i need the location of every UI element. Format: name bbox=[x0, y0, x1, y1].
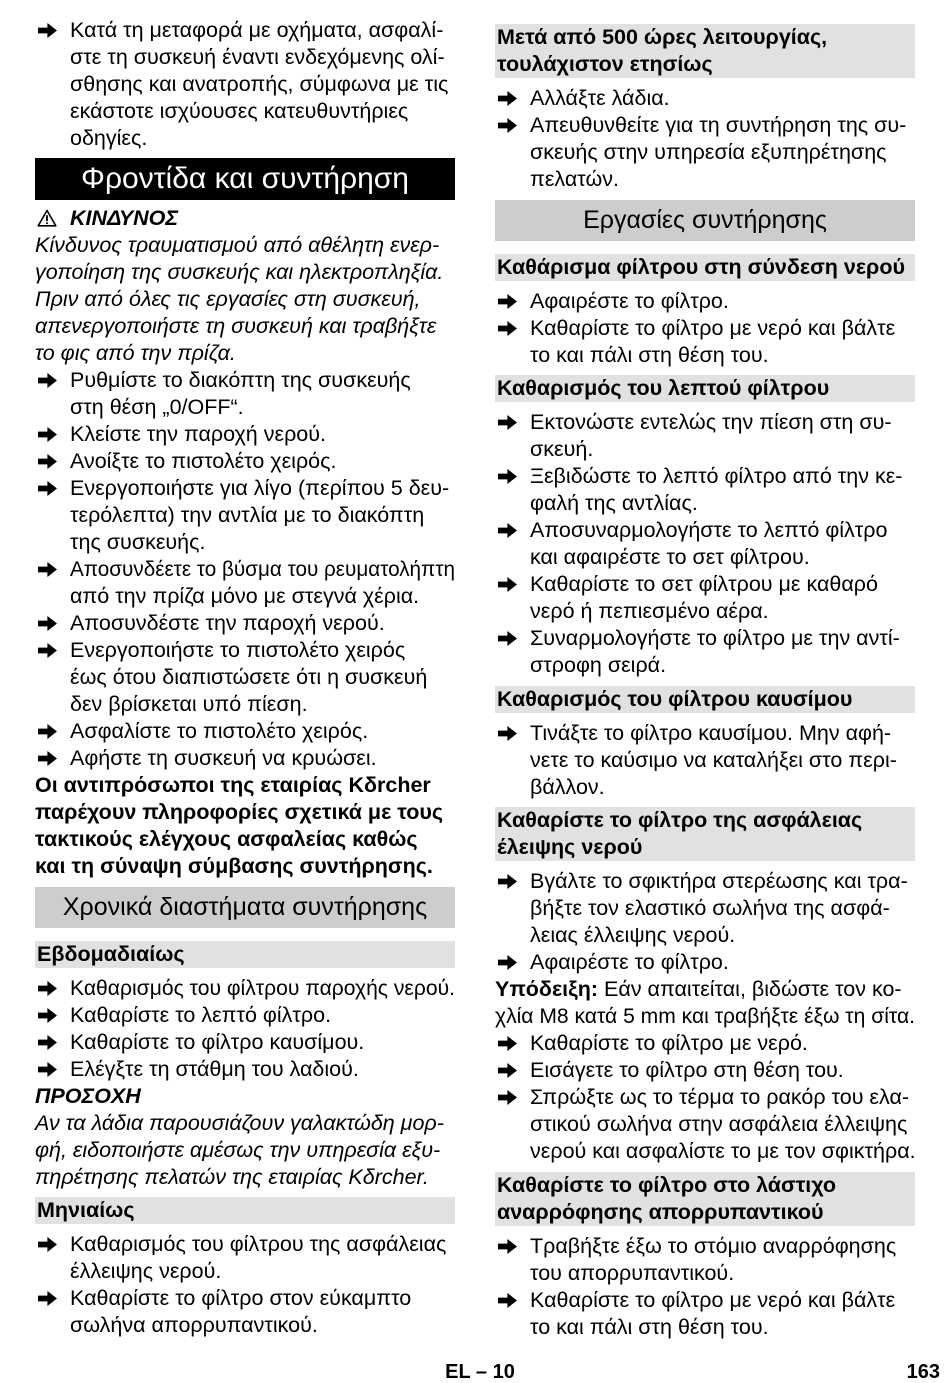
line-text: φαλή της αντλίας. bbox=[530, 491, 698, 515]
bullet-item bbox=[495, 288, 915, 315]
line-text: έως ότου διαπιστώσετε ότι η συσκευή bbox=[70, 665, 428, 689]
line-text: Καθαρισμός του φίλτρου της ασφάλειας bbox=[70, 1232, 447, 1256]
text-line bbox=[70, 975, 455, 1002]
bullet-item bbox=[495, 625, 915, 679]
text-line bbox=[497, 807, 915, 834]
text-line bbox=[530, 720, 915, 747]
label-text: ΚΙΝΔΥΝΟΣ bbox=[70, 206, 179, 230]
arrow-right-icon bbox=[498, 1036, 517, 1051]
arrow-right-icon bbox=[498, 118, 517, 133]
text-line bbox=[497, 375, 915, 402]
line-text: Αφαιρέστε το φίλτρο. bbox=[530, 950, 729, 974]
bullet-item bbox=[35, 745, 455, 772]
arrow-right-icon bbox=[498, 91, 517, 106]
bullet-item bbox=[495, 85, 915, 112]
text-line bbox=[35, 340, 455, 367]
line-text: έλλειψης νερού. bbox=[70, 1259, 222, 1283]
line-text: Καθαρίστε το φίλτρο στον εύκαμπτο bbox=[70, 1286, 412, 1310]
line-text: το και πάλι στη θέση του. bbox=[530, 342, 769, 367]
line-text: τακτικούς ελέγχους ασφαλείας καθώς bbox=[35, 827, 418, 851]
warning-icon bbox=[37, 209, 57, 227]
text-line bbox=[70, 1002, 455, 1029]
bullet-item bbox=[35, 1056, 455, 1083]
warning-text bbox=[35, 1110, 455, 1191]
line-text: Αποσυναρμολογήστε το λεπτό φίλτρο bbox=[530, 518, 888, 542]
danger-label bbox=[35, 205, 455, 232]
arrow-right-icon bbox=[498, 294, 517, 309]
text-line bbox=[35, 232, 455, 259]
text-line bbox=[495, 976, 915, 1003]
arrow-right-icon bbox=[498, 415, 517, 430]
note-text: Εάν απαιτείται, βιδώστε τον κο- bbox=[604, 977, 902, 1001]
bullet-item bbox=[495, 868, 915, 949]
line-text: του απορρυπαντικού. bbox=[530, 1260, 735, 1285]
line-text: Ενεργοποιήστε το πιστολέτο χειρός bbox=[70, 638, 406, 662]
bullet-item bbox=[495, 1084, 915, 1165]
text-line bbox=[70, 1231, 455, 1258]
text-line bbox=[35, 1137, 455, 1164]
line-text: Κατά τη μεταφορά με οχήματα, ασφαλί- bbox=[70, 18, 444, 42]
caution-label bbox=[35, 1083, 455, 1110]
arrow-right-icon bbox=[498, 874, 517, 889]
text-line bbox=[530, 436, 915, 463]
line-text: στικού σωλήνα στην ασφάλεια έλλειψης bbox=[530, 1112, 908, 1136]
text-line bbox=[530, 85, 915, 112]
text-line bbox=[530, 490, 915, 517]
text-line bbox=[70, 691, 455, 718]
text-line bbox=[70, 394, 455, 421]
bullet-item bbox=[495, 1030, 915, 1057]
line-text: Εκτονώστε εντελώς την πίεση στη συ- bbox=[530, 410, 892, 434]
text-line bbox=[530, 1084, 915, 1111]
bullet-item bbox=[35, 718, 455, 745]
bullet-item bbox=[35, 637, 455, 718]
line-text: το φις από την πρίζα. bbox=[35, 341, 236, 365]
line-text: Καθαρισμός του λεπτού φίλτρου bbox=[497, 376, 830, 400]
subsection-heading bbox=[495, 254, 915, 281]
bullet-item bbox=[495, 1057, 915, 1084]
text-line bbox=[70, 745, 455, 772]
line-text: έλειψης νερού bbox=[497, 835, 643, 859]
chapter-heading: Φροντίδα και συντήρηση bbox=[35, 158, 455, 200]
text-line bbox=[35, 1164, 455, 1191]
text-line bbox=[530, 598, 915, 625]
line-text: Μετά από 500 ώρες λειτουργίας, bbox=[497, 25, 828, 49]
arrow-right-icon bbox=[498, 955, 517, 970]
arrow-right-icon bbox=[498, 1239, 517, 1254]
arrow-right-icon bbox=[38, 23, 57, 38]
line-text: Οι αντιπρόσωποι της εταιρίας Kδrcher bbox=[35, 773, 431, 797]
text-line bbox=[70, 718, 455, 745]
line-text: Καθαρίστε το φίλτρο της ασφάλειας bbox=[497, 808, 863, 832]
line-text: Ξεβιδώστε το λεπτό φίλτρο από την κε- bbox=[530, 464, 903, 488]
line-text: Καθαρισμός του φίλτρου παροχής νερού. bbox=[70, 975, 455, 1000]
text-line bbox=[495, 1003, 915, 1030]
text-line bbox=[530, 1111, 915, 1138]
line-text: βήξτε τον ελαστικό σωλήνα της ασφά- bbox=[530, 896, 890, 920]
line-text: γοποίηση της συσκευής και ηλεκτροπληξία. bbox=[35, 260, 444, 284]
subsection-heading bbox=[495, 686, 915, 713]
line-text: δεν βρίσκεται υπό πίεση. bbox=[70, 692, 308, 716]
text-line bbox=[497, 254, 915, 281]
text-line bbox=[530, 517, 915, 544]
text-line bbox=[35, 259, 455, 286]
text-line bbox=[35, 313, 455, 340]
text-line bbox=[530, 409, 915, 436]
line-text: Ασφαλίστε το πιστολέτο χειρός. bbox=[70, 719, 369, 743]
line-text: πελατών. bbox=[530, 167, 619, 191]
line-text: Ανοίξτε το πιστολέτο χειρός. bbox=[70, 449, 337, 473]
bullet-item bbox=[495, 315, 915, 369]
line-text: Καθαρίστε το φίλτρο με νερό. bbox=[530, 1031, 808, 1055]
label-text: ΠΡΟΣΟΧΗ bbox=[35, 1083, 141, 1108]
bullet-item bbox=[495, 1233, 915, 1287]
text-line bbox=[530, 139, 915, 166]
line-text: εκάστοτε ισχύουσες κατευθυντήριες bbox=[70, 99, 409, 123]
text-line bbox=[530, 1057, 915, 1084]
arrow-right-icon bbox=[38, 373, 57, 388]
arrow-right-icon bbox=[38, 1008, 57, 1023]
line-text: Καθάρισμα φίλτρου στη σύνδεση νερού bbox=[497, 254, 905, 279]
bold-paragraph bbox=[35, 772, 455, 880]
text-line bbox=[530, 1138, 915, 1165]
text-line bbox=[70, 44, 455, 71]
bullet-item bbox=[495, 720, 915, 801]
bullet-item bbox=[35, 1029, 455, 1056]
line-text: Καθαρίστε το λεπτό φίλτρο. bbox=[70, 1002, 332, 1027]
bullet-item bbox=[35, 975, 455, 1002]
line-text: Ενεργοποιήστε για λίγο (περίπου 5 δευ- bbox=[70, 476, 450, 500]
line-text: από την πρίζα μόνο με στεγνά χέρια. bbox=[70, 584, 420, 608]
arrow-right-icon bbox=[38, 981, 57, 996]
line-text: οδηγίες. bbox=[70, 126, 148, 150]
arrow-right-icon bbox=[38, 1062, 57, 1077]
text-line bbox=[37, 1197, 455, 1224]
note-label: Υπόδειξη: bbox=[495, 977, 599, 1001]
bullet-item bbox=[495, 463, 915, 517]
text-line bbox=[70, 637, 455, 664]
text-line bbox=[497, 51, 915, 78]
line-text: λειας έλλειψης νερού. bbox=[530, 923, 736, 947]
arrow-right-icon bbox=[498, 523, 517, 538]
text-line bbox=[35, 853, 455, 880]
line-text: στη θέση „0/OFF“. bbox=[70, 395, 244, 419]
bullet-item bbox=[35, 1231, 455, 1285]
text-line bbox=[35, 826, 455, 853]
text-line bbox=[70, 367, 455, 394]
line-text: φή, ειδοποιήστε αμέσως την υπηρεσία εξυ- bbox=[35, 1137, 441, 1162]
text-line bbox=[530, 1287, 915, 1314]
text-line bbox=[70, 502, 455, 529]
arrow-right-icon bbox=[498, 577, 517, 592]
text-line bbox=[70, 556, 455, 583]
text-line bbox=[70, 475, 455, 502]
arrow-right-icon bbox=[498, 1293, 517, 1308]
line-text: χλία M8 κατά 5 mm και τραβήξτε έξω τη σίτα. bbox=[495, 1004, 916, 1028]
text-line bbox=[530, 342, 915, 369]
text-line bbox=[530, 166, 915, 193]
line-text: τουλάχιστον ετησίως bbox=[497, 52, 713, 76]
text-line bbox=[35, 772, 455, 799]
text-line bbox=[530, 1030, 915, 1057]
line-text: Ρυθμίστε το διακόπτη της συσκευής bbox=[70, 368, 411, 392]
line-text: Τινάξτε το φίλτρο καυσίμου. Μην αφή- bbox=[530, 720, 892, 745]
line-text: Πριν από όλες τις εργασίες στη συσκευή, bbox=[35, 287, 421, 311]
line-text: Καθαρίστε το φίλτρο με νερό και βάλτε bbox=[530, 315, 896, 340]
subsection-heading bbox=[35, 941, 455, 968]
text-line bbox=[530, 895, 915, 922]
line-text: σκευής στην υπηρεσία εξυπηρέτησης bbox=[530, 140, 887, 164]
line-text: Εισάγετε το φίλτρο στη θέση του. bbox=[530, 1058, 844, 1082]
bullet-item bbox=[35, 421, 455, 448]
bullet-item bbox=[495, 112, 915, 193]
text-line bbox=[497, 686, 915, 713]
text-line bbox=[70, 529, 455, 556]
text-line bbox=[530, 747, 915, 774]
text-line bbox=[530, 652, 915, 679]
text-line bbox=[530, 1314, 915, 1341]
text-line bbox=[70, 98, 455, 125]
text-line bbox=[497, 834, 915, 861]
arrow-right-icon bbox=[38, 751, 57, 766]
text-line bbox=[70, 664, 455, 691]
line-text: Κλείστε την παροχή νερού. bbox=[70, 422, 326, 446]
line-text: Μηνιαίως bbox=[37, 1198, 135, 1222]
text-line bbox=[35, 286, 455, 313]
line-text: σκευή. bbox=[530, 437, 594, 461]
line-text: της συσκευής. bbox=[70, 530, 206, 554]
bullet-item bbox=[495, 571, 915, 625]
arrow-right-icon bbox=[38, 643, 57, 658]
line-text: σθησης και ανατροπής, σύμφωνα με τις bbox=[70, 72, 449, 96]
line-text: Αφαιρέστε το φίλτρο. bbox=[530, 288, 729, 313]
line-text: Τραβήξτε έξω το στόμιο αναρρόφησης bbox=[530, 1233, 897, 1258]
line-text: Απευθυνθείτε για τη συντήρηση της συ- bbox=[530, 113, 907, 137]
line-text: αναρρόφησης απορρυπαντικού bbox=[497, 1199, 824, 1224]
line-text: Αφήστε τη συσκευή να κρυώσει. bbox=[70, 746, 377, 770]
line-text: νερού και ασφαλίστε το με τον σφικτήρα. bbox=[530, 1139, 916, 1163]
section-heading: Εργασίες συντήρησης bbox=[495, 200, 915, 241]
line-text: Καθαρίστε το φίλτρο στο λάστιχο bbox=[497, 1172, 836, 1197]
arrow-right-icon bbox=[498, 631, 517, 646]
arrow-right-icon bbox=[38, 724, 57, 739]
text-line bbox=[497, 1199, 915, 1226]
line-text: Αλλάξτε λάδια. bbox=[530, 86, 670, 110]
line-text: νετε το καύσιμο να καταλήξει στο περι- bbox=[530, 747, 897, 772]
arrow-right-icon bbox=[38, 427, 57, 442]
text-line bbox=[35, 799, 455, 826]
bullet-item bbox=[495, 1287, 915, 1341]
right-column bbox=[495, 24, 915, 1341]
arrow-right-icon bbox=[498, 321, 517, 336]
text-line bbox=[530, 288, 915, 315]
text-line bbox=[530, 922, 915, 949]
line-text: και τη σύναψη σύμβασης συντήρησης. bbox=[35, 854, 433, 878]
text-line bbox=[70, 17, 455, 44]
subsection-heading bbox=[495, 24, 915, 78]
text-line bbox=[35, 1110, 455, 1137]
footer-section-page: EL – 10 bbox=[445, 1361, 515, 1383]
line-text: απενεργοποιήστε τη συσκευή και τραβήξτε bbox=[35, 314, 437, 338]
bullet-item bbox=[35, 610, 455, 637]
subsection-heading bbox=[495, 375, 915, 402]
line-text: το και πάλι στη θέση του. bbox=[530, 1314, 769, 1339]
text-line bbox=[530, 868, 915, 895]
text-line bbox=[70, 448, 455, 475]
line-text: Βγάλτε το σφικτήρα στερέωσης και τρα- bbox=[530, 869, 908, 893]
text-line bbox=[70, 1258, 455, 1285]
text-line bbox=[530, 1233, 915, 1260]
text-line bbox=[70, 1312, 455, 1339]
line-text: Ελέγξτε τη στάθμη του λαδιού. bbox=[70, 1056, 359, 1081]
line-text: παρέχουν πληροφορίες σχετικά με τους bbox=[35, 800, 444, 824]
text-line bbox=[530, 949, 915, 976]
text-line bbox=[530, 112, 915, 139]
text-line bbox=[70, 610, 455, 637]
arrow-right-icon bbox=[38, 481, 57, 496]
arrow-right-icon bbox=[498, 1063, 517, 1078]
text-line bbox=[530, 544, 915, 571]
line-text: στε τη συσκευή έναντι ενδεχόμενης ολί- bbox=[70, 45, 445, 69]
arrow-right-icon bbox=[498, 469, 517, 484]
subsection-heading bbox=[495, 807, 915, 861]
arrow-right-icon bbox=[38, 454, 57, 469]
bullet-item bbox=[35, 475, 455, 556]
bullet-item bbox=[495, 949, 915, 976]
left-column bbox=[35, 17, 455, 1339]
bullet-item bbox=[35, 1002, 455, 1029]
bullet-item bbox=[495, 517, 915, 571]
text-line bbox=[497, 1172, 915, 1199]
line-text: στροφη σειρά. bbox=[530, 653, 667, 677]
text-line bbox=[70, 583, 455, 610]
text-line bbox=[530, 1260, 915, 1287]
text-line bbox=[530, 571, 915, 598]
line-text: Αν τα λάδια παρουσιάζουν γαλακτώδη μορ- bbox=[35, 1110, 444, 1135]
line-text: πηρέτησης πελατών της εταιρίας Kδrcher. bbox=[35, 1164, 429, 1189]
line-text: Καθαρίστε το φίλτρο με νερό και βάλτε bbox=[530, 1287, 896, 1312]
text-line bbox=[70, 71, 455, 98]
line-text: Καθαρισμός του φίλτρου καυσίμου bbox=[497, 686, 853, 711]
line-text: νερό ή πεπιεσμένο αέρα. bbox=[530, 599, 769, 623]
text-line bbox=[70, 1029, 455, 1056]
line-text: Αποσυνδέετε το βύσμα του ρευματολήπτη bbox=[70, 557, 456, 581]
arrow-right-icon bbox=[38, 562, 57, 577]
arrow-right-icon bbox=[498, 1090, 517, 1105]
line-text: και αφαιρέστε το σετ φίλτρου. bbox=[530, 545, 810, 569]
warning-text bbox=[35, 232, 455, 367]
text-line bbox=[70, 1285, 455, 1312]
bullet-item bbox=[35, 448, 455, 475]
text-line bbox=[70, 1056, 455, 1083]
section-heading: Χρονικά διαστήματα συντήρησης bbox=[35, 887, 455, 928]
line-text: Καθαρίστε το σετ φίλτρου με καθαρό bbox=[530, 572, 878, 596]
note-paragraph bbox=[495, 976, 915, 1030]
arrow-right-icon bbox=[38, 1291, 57, 1306]
line-text: τερόλεπτα) την αντλία με το διακόπτη bbox=[70, 503, 425, 527]
arrow-right-icon bbox=[498, 726, 517, 741]
line-text: Εβδομαδιαίως bbox=[37, 941, 185, 966]
line-text: Κίνδυνος τραυματισμού από αθέλητη ενερ- bbox=[35, 233, 440, 257]
line-text bbox=[495, 976, 902, 1003]
bullet-item bbox=[35, 367, 455, 421]
text-line bbox=[530, 463, 915, 490]
line-text: βάλλον. bbox=[530, 774, 605, 799]
text-line bbox=[530, 315, 915, 342]
line-text: σωλήνα απορρυπαντικού. bbox=[70, 1313, 318, 1337]
text-line bbox=[530, 774, 915, 801]
line-text: Συναρμολογήστε το φίλτρο με την αντί- bbox=[530, 626, 900, 650]
arrow-right-icon bbox=[38, 1237, 57, 1252]
subsection-heading bbox=[495, 1172, 915, 1226]
page-number: 163 bbox=[906, 1361, 940, 1383]
bullet-item bbox=[495, 409, 915, 463]
text-line bbox=[70, 125, 455, 152]
bullet-item bbox=[35, 17, 455, 152]
bullet-item bbox=[35, 1285, 455, 1339]
line-text: Αποσυνδέστε την παροχή νερού. bbox=[70, 611, 385, 635]
subsection-heading bbox=[35, 1197, 455, 1224]
text-line bbox=[530, 625, 915, 652]
text-line bbox=[70, 421, 455, 448]
arrow-right-icon bbox=[38, 1035, 57, 1050]
bullet-item bbox=[35, 556, 455, 610]
text-line bbox=[37, 941, 455, 968]
line-text: Σπρώξτε ως το τέρμα το ρακόρ του ελα- bbox=[530, 1085, 910, 1109]
text-line bbox=[497, 24, 915, 51]
arrow-right-icon bbox=[38, 616, 57, 631]
line-text: Καθαρίστε το φίλτρο καυσίμου. bbox=[70, 1029, 365, 1054]
